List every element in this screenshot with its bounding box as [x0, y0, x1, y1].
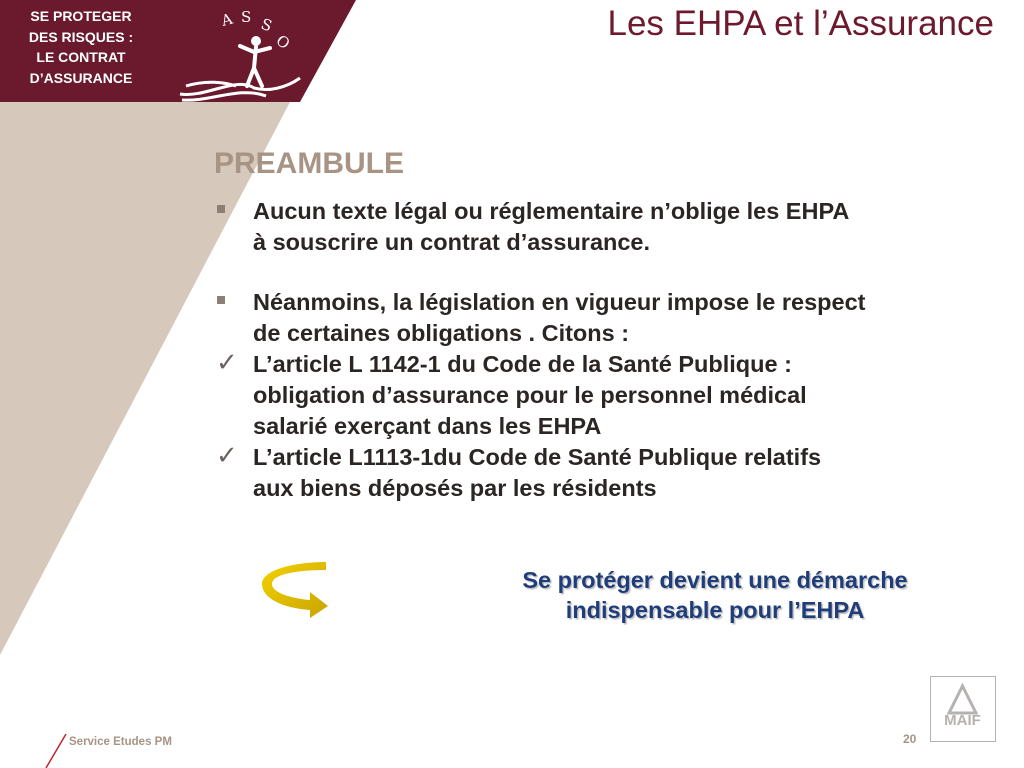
page-title: Les EHPA et l’Assurance [607, 4, 994, 43]
check-icon: ✓ [216, 348, 238, 378]
curved-arrow-icon [258, 558, 330, 620]
asso-logo [176, 6, 306, 102]
list-item-line: aux biens déposés par les résidents [253, 475, 657, 501]
conclusion-line: indispensable pour l’EHPA [565, 597, 865, 623]
list-item-line: salarié exerçant dans les EHPA [253, 413, 602, 439]
list-item-line: L’article L 1142-1 du Code de la Santé Publique : [253, 351, 792, 377]
asso-logo-letter: S [258, 14, 275, 36]
asso-logo-letter: A [219, 9, 235, 30]
check-icon: ✓ [216, 441, 238, 471]
asso-logo-letter: S [241, 8, 252, 26]
section-label-line: LE CONTRAT [36, 49, 126, 65]
list-item-line: L’article L1113-1du Code de Santé Publique relatifs [253, 444, 822, 470]
section-label [0, 6, 162, 88]
content-body [214, 196, 1004, 504]
list-item-line: à souscrire un contrat d’assurance. [253, 229, 651, 255]
footer-service-label: Service Etudes PM [69, 736, 172, 748]
footer-slash-icon [42, 734, 68, 768]
maif-logo-text: MAIF [944, 712, 981, 729]
section-label-line: D’ASSURANCE [29, 69, 133, 86]
square-bullet-icon [217, 296, 225, 304]
section-label-line: SE PROTEGER [30, 8, 132, 24]
asso-logo-letter: O [272, 31, 294, 53]
conclusion-line: Se protéger devient une démarche [522, 567, 908, 593]
list-item-line: de certaines obligations . Citons : [253, 320, 630, 346]
conclusion-text [440, 565, 990, 625]
page-number: 20 [903, 732, 917, 746]
list-item [214, 287, 1004, 349]
list-item [214, 196, 1004, 258]
list-item-line: Néanmoins, la législation en vigueur impose le respect [253, 289, 866, 315]
square-bullet-icon [217, 205, 225, 213]
list-item-line: obligation d’assurance pour le personnel médical [253, 382, 807, 408]
section-title: PREAMBULE [214, 147, 405, 180]
list-item [214, 442, 1004, 504]
list-item [214, 349, 1004, 442]
maif-logo [930, 676, 996, 742]
section-label-line: DES RISQUES : [28, 28, 134, 45]
list-item-line: Aucun texte légal ou réglementaire n’oblige les EHPA [253, 198, 850, 224]
